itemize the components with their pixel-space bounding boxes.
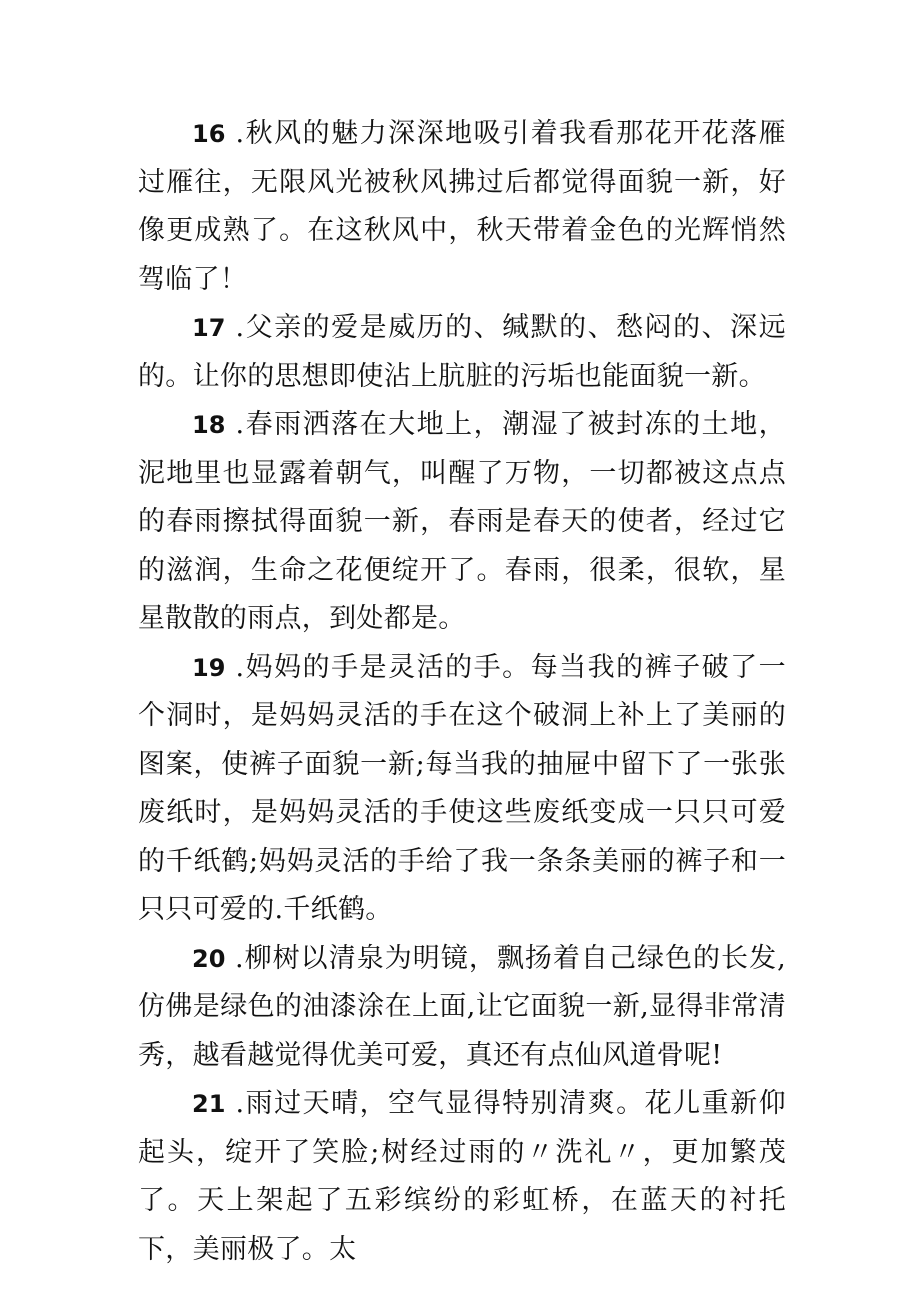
- paragraph-21: [138, 1080, 786, 1274]
- paragraph-text: .妈妈的手是灵活的手。每当我的裤子破了一个洞时，是妈妈灵活的手在这个破洞上补上了美丽的图案，使裤子面貌一新;每当我的抽屉中留下了一张张废纸时，是妈妈灵活的手使这些废纸变成一只只可爱的千纸鹤;妈妈灵活的手给了我一条条美丽的裤子和一只只可爱的.千纸鹤。: [138, 651, 786, 925]
- paragraph-18: [138, 401, 786, 644]
- paragraph-number: 18: [192, 411, 226, 439]
- paragraph-19: [138, 644, 786, 935]
- document-body: [138, 110, 786, 1274]
- paragraph-20: [138, 935, 786, 1081]
- paragraph-text: .雨过天晴，空气显得特别清爽。花儿重新仰起头，绽开了笑脸;树经过雨的〃洗礼〃，更加繁茂了。天上架起了五彩缤纷的彩虹桥，在蓝天的衬托下，美丽极了。太: [138, 1088, 786, 1265]
- paragraph-16: [138, 110, 786, 304]
- paragraph-text: .父亲的爱是威历的、缄默的、愁闷的、深远的。让你的思想即使沾上肮脏的污垢也能面貌一新。: [138, 312, 786, 392]
- paragraph-text: .秋风的魅力深深地吸引着我看那花开花落雁过雁往，无限风光被秋风拂过后都觉得面貌一新，好像更成熟了。在这秋风中，秋天带着金色的光辉悄然驾临了！: [138, 118, 786, 295]
- paragraph-number: 16: [192, 120, 226, 148]
- paragraph-number: 21: [192, 1090, 226, 1118]
- paragraph-text: .柳树以清泉为明镜，飘扬着自己绿色的长发,仿佛是绿色的油漆涂在上面,让它面貌一新,显得非常清秀，越看越觉得优美可爱，真还有点仙风道骨呢!: [138, 942, 786, 1071]
- paragraph-number: 17: [192, 314, 226, 342]
- paragraph-17: [138, 304, 786, 401]
- paragraph-number: 20: [192, 944, 226, 973]
- paragraph-number: 19: [192, 653, 226, 682]
- paragraph-text: .春雨洒落在大地上，潮湿了被封冻的土地，泥地里也显露着朝气，叫醒了万物，一切都被这点点的春雨擦拭得面貌一新，春雨是春天的使者，经过它的滋润，生命之花便绽开了。春雨，很柔，很软，星星散散的雨点，到处都是。: [138, 409, 786, 634]
